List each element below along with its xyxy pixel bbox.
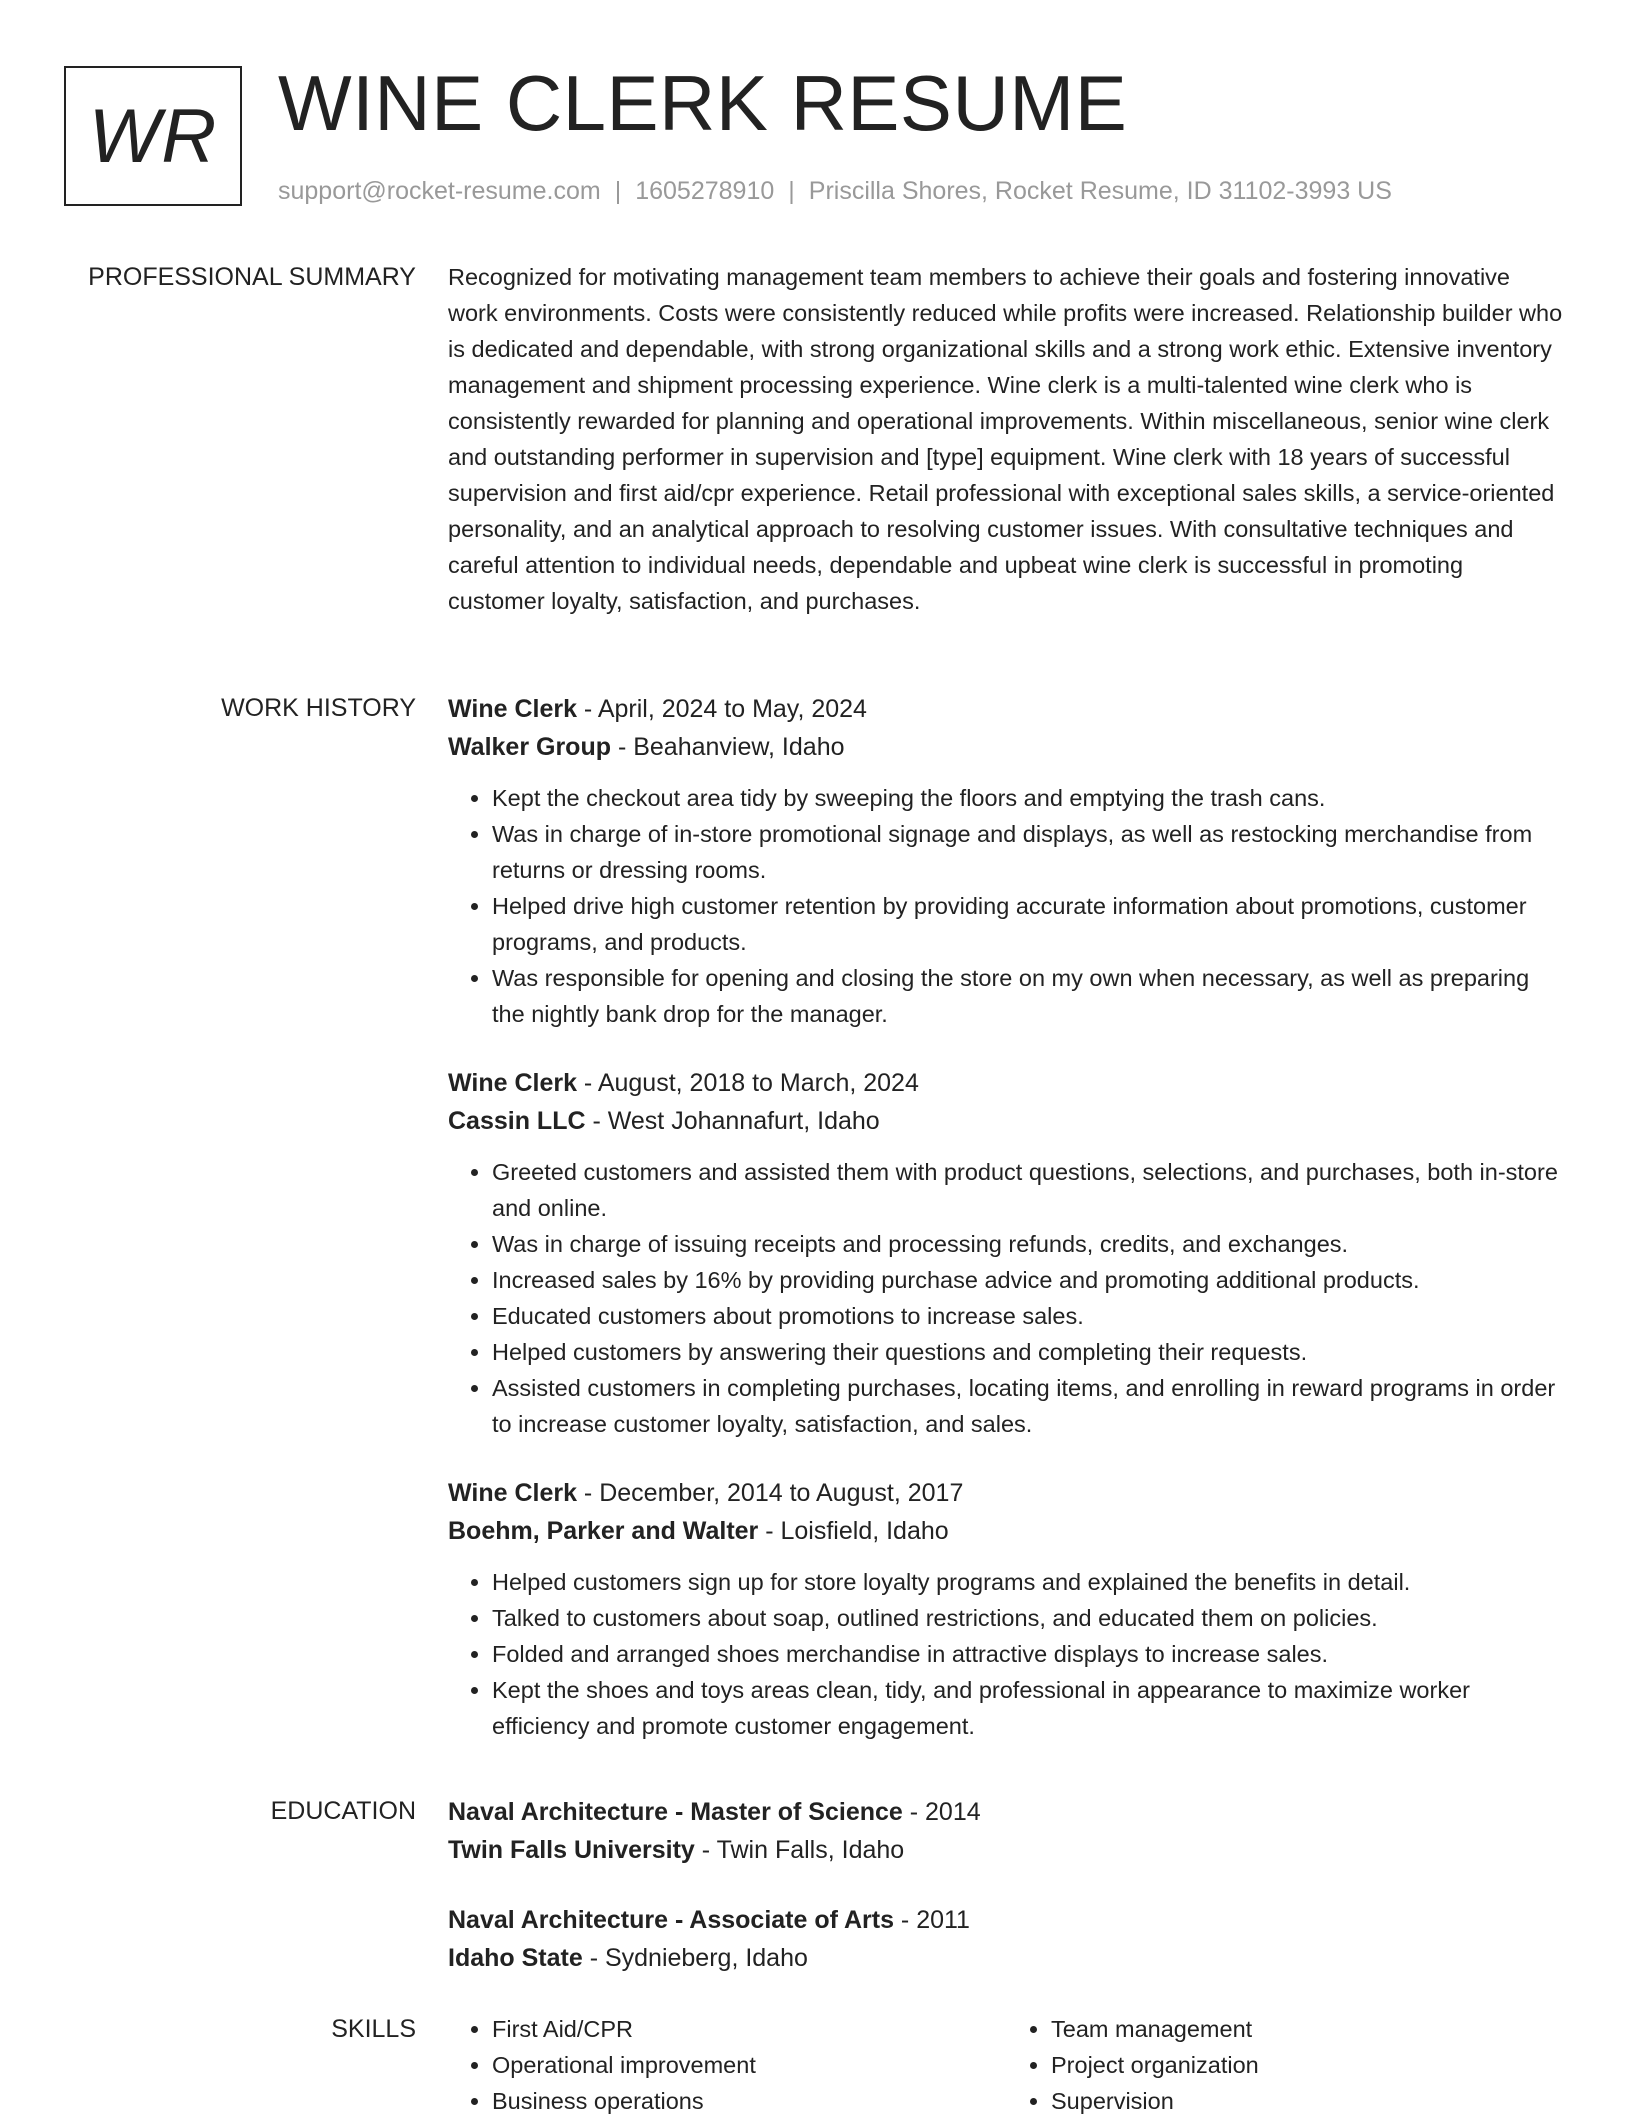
- job-bullet: • Kept the checkout area tidy by sweeping the floors and emptying the trash cans.: [492, 780, 1566, 816]
- resume-title: WINE CLERK RESUME: [278, 59, 1128, 147]
- skill-item: • Project organization: [1051, 2047, 1566, 2083]
- contact-separator: |: [614, 177, 622, 205]
- job-company: Walker Group: [448, 733, 611, 761]
- skill-item: • Team management: [1051, 2011, 1566, 2047]
- job-company: Boehm, Parker and Walter: [448, 1517, 759, 1545]
- job-bullet: • Educated customers about promotions to increase sales.: [492, 1298, 1566, 1334]
- education-body: [448, 1793, 1566, 2009]
- school-line: [448, 1831, 1566, 1869]
- contact-address: Priscilla Shores, Rocket Resume, ID 31102-3993 US: [808, 177, 1392, 205]
- job-bullet: • Helped drive high customer retention by providing accurate information about promotions, customer programs, and products.: [492, 888, 1566, 960]
- job-location: - Beahanview, Idaho: [611, 733, 845, 761]
- school-line: [448, 1939, 1566, 1977]
- job-title: Wine Clerk: [448, 695, 577, 723]
- degree-line: [448, 1793, 1566, 1831]
- job-bullet: • Helped customers sign up for store loyalty programs and explained the benefits in detail.: [492, 1564, 1566, 1600]
- degree: Naval Architecture - Master of Science: [448, 1798, 903, 1826]
- job-bullet: • Was responsible for opening and closing the store on my own when necessary, as well as preparing the nightly bank drop for the manager.: [492, 960, 1566, 1032]
- skills-column-left: [448, 2011, 1007, 2119]
- school-location: - Twin Falls, Idaho: [694, 1836, 905, 1864]
- skill-item: • Business operations: [492, 2083, 1007, 2119]
- section-heading-work-history: WORK HISTORY: [221, 694, 416, 722]
- skills-grid: [448, 2011, 1566, 2119]
- school: Idaho State: [448, 1944, 583, 1972]
- job-company-line: [448, 728, 1566, 766]
- job-title: Wine Clerk: [448, 1479, 577, 1507]
- degree-year: - 2011: [893, 1906, 970, 1934]
- summary-body: [448, 259, 1566, 619]
- job-company: Cassin LLC: [448, 1107, 586, 1135]
- job-entry: [448, 1474, 1566, 1744]
- job-dates: - August, 2018 to March, 2024: [576, 1069, 919, 1097]
- job-company-line: [448, 1102, 1566, 1140]
- contact-separator: |: [788, 177, 795, 205]
- job-bullet: • Increased sales by 16% by providing purchase advice and promoting additional products.: [492, 1262, 1566, 1298]
- job-bullet: • Talked to customers about soap, outlined restrictions, and educated them on policies.: [492, 1600, 1566, 1636]
- job-bullet: • Assisted customers in completing purchases, locating items, and enrolling in reward programs in order to increase customer loyalty, satisfaction, and sales.: [492, 1370, 1566, 1442]
- job-bullet: • Was in charge of issuing receipts and processing refunds, credits, and exchanges.: [492, 1226, 1566, 1262]
- job-bullet: • Helped customers by answering their questions and completing their requests.: [492, 1334, 1566, 1370]
- degree-line: [448, 1901, 1566, 1939]
- school: Twin Falls University: [448, 1836, 695, 1864]
- job-location: - West Johannafurt, Idaho: [585, 1107, 880, 1135]
- skills-column-right: [1007, 2011, 1566, 2119]
- job-bullet: • Folded and arranged shoes merchandise in attractive displays to increase sales.: [492, 1636, 1566, 1672]
- job-bullet: • Was in charge of in-store promotional signage and displays, as well as restocking merchandise from returns or dressing rooms.: [492, 816, 1566, 888]
- section-heading-education: EDUCATION: [270, 1797, 416, 1825]
- contact-line: [278, 174, 1392, 208]
- skill-item: • First Aid/CPR: [492, 2011, 1007, 2047]
- education-entry: [448, 1793, 1566, 1869]
- job-company-line: [448, 1512, 1566, 1550]
- monogram-logo: WR: [64, 66, 242, 206]
- job-bullets: [448, 1564, 1566, 1744]
- job-title: Wine Clerk: [448, 1069, 577, 1097]
- section-heading-skills: SKILLS: [331, 2015, 416, 2043]
- job-bullet: • Kept the shoes and toys areas clean, tidy, and professional in appearance to maximize worker efficiency and promote customer engagement.: [492, 1672, 1566, 1744]
- skills-body: [448, 2011, 1566, 2119]
- degree-year: - 2014: [902, 1798, 981, 1826]
- contact-phone[interactable]: 1605278910: [635, 177, 775, 205]
- job-title-line: [448, 1474, 1566, 1512]
- job-bullets: [448, 780, 1566, 1032]
- work-history-body: [448, 690, 1566, 1776]
- contact-email[interactable]: support@rocket-resume.com: [278, 177, 601, 205]
- job-entry: [448, 690, 1566, 1032]
- skill-item: • Operational improvement: [492, 2047, 1007, 2083]
- job-dates: - December, 2014 to August, 2017: [576, 1479, 964, 1507]
- job-location: - Loisfield, Idaho: [758, 1517, 949, 1545]
- job-bullets: [448, 1154, 1566, 1442]
- job-title-line: [448, 690, 1566, 728]
- summary-text: Recognized for motivating management team members to achieve their goals and fostering innovative work environments. Costs were consistently reduced while profits were increased. Relationship builder who is dedicated and dependable, with strong organizational skills and a strong work ethic. Extensive inventory management and shipment processing experience. Wine clerk is a multi-talented wine clerk who is consistently rewarded for planning and operational improvements. Within miscellaneous, senior wine clerk and outstanding performer in supervision and [type] equipment. Wine clerk with 18 years of successful supervision and first aid/cpr experience. Retail professional with exceptional sales skills, a service-oriented personality, and an analytical approach to resolving customer issues. With consultative techniques and careful attention to individual needs, dependable and upbeat wine clerk is successful in promoting customer loyalty, satisfaction, and purchases.: [448, 264, 1563, 614]
- education-entry: [448, 1901, 1566, 1977]
- job-entry: [448, 1064, 1566, 1442]
- skill-item: • Supervision: [1051, 2083, 1566, 2119]
- job-title-line: [448, 1064, 1566, 1102]
- school-location: - Sydnieberg, Idaho: [582, 1944, 808, 1972]
- job-dates: - April, 2024 to May, 2024: [576, 695, 867, 723]
- degree: Naval Architecture - Associate of Arts: [448, 1906, 894, 1934]
- job-bullet: • Greeted customers and assisted them with product questions, selections, and purchases, both in-store and online.: [492, 1154, 1566, 1226]
- section-heading-summary: PROFESSIONAL SUMMARY: [88, 263, 416, 291]
